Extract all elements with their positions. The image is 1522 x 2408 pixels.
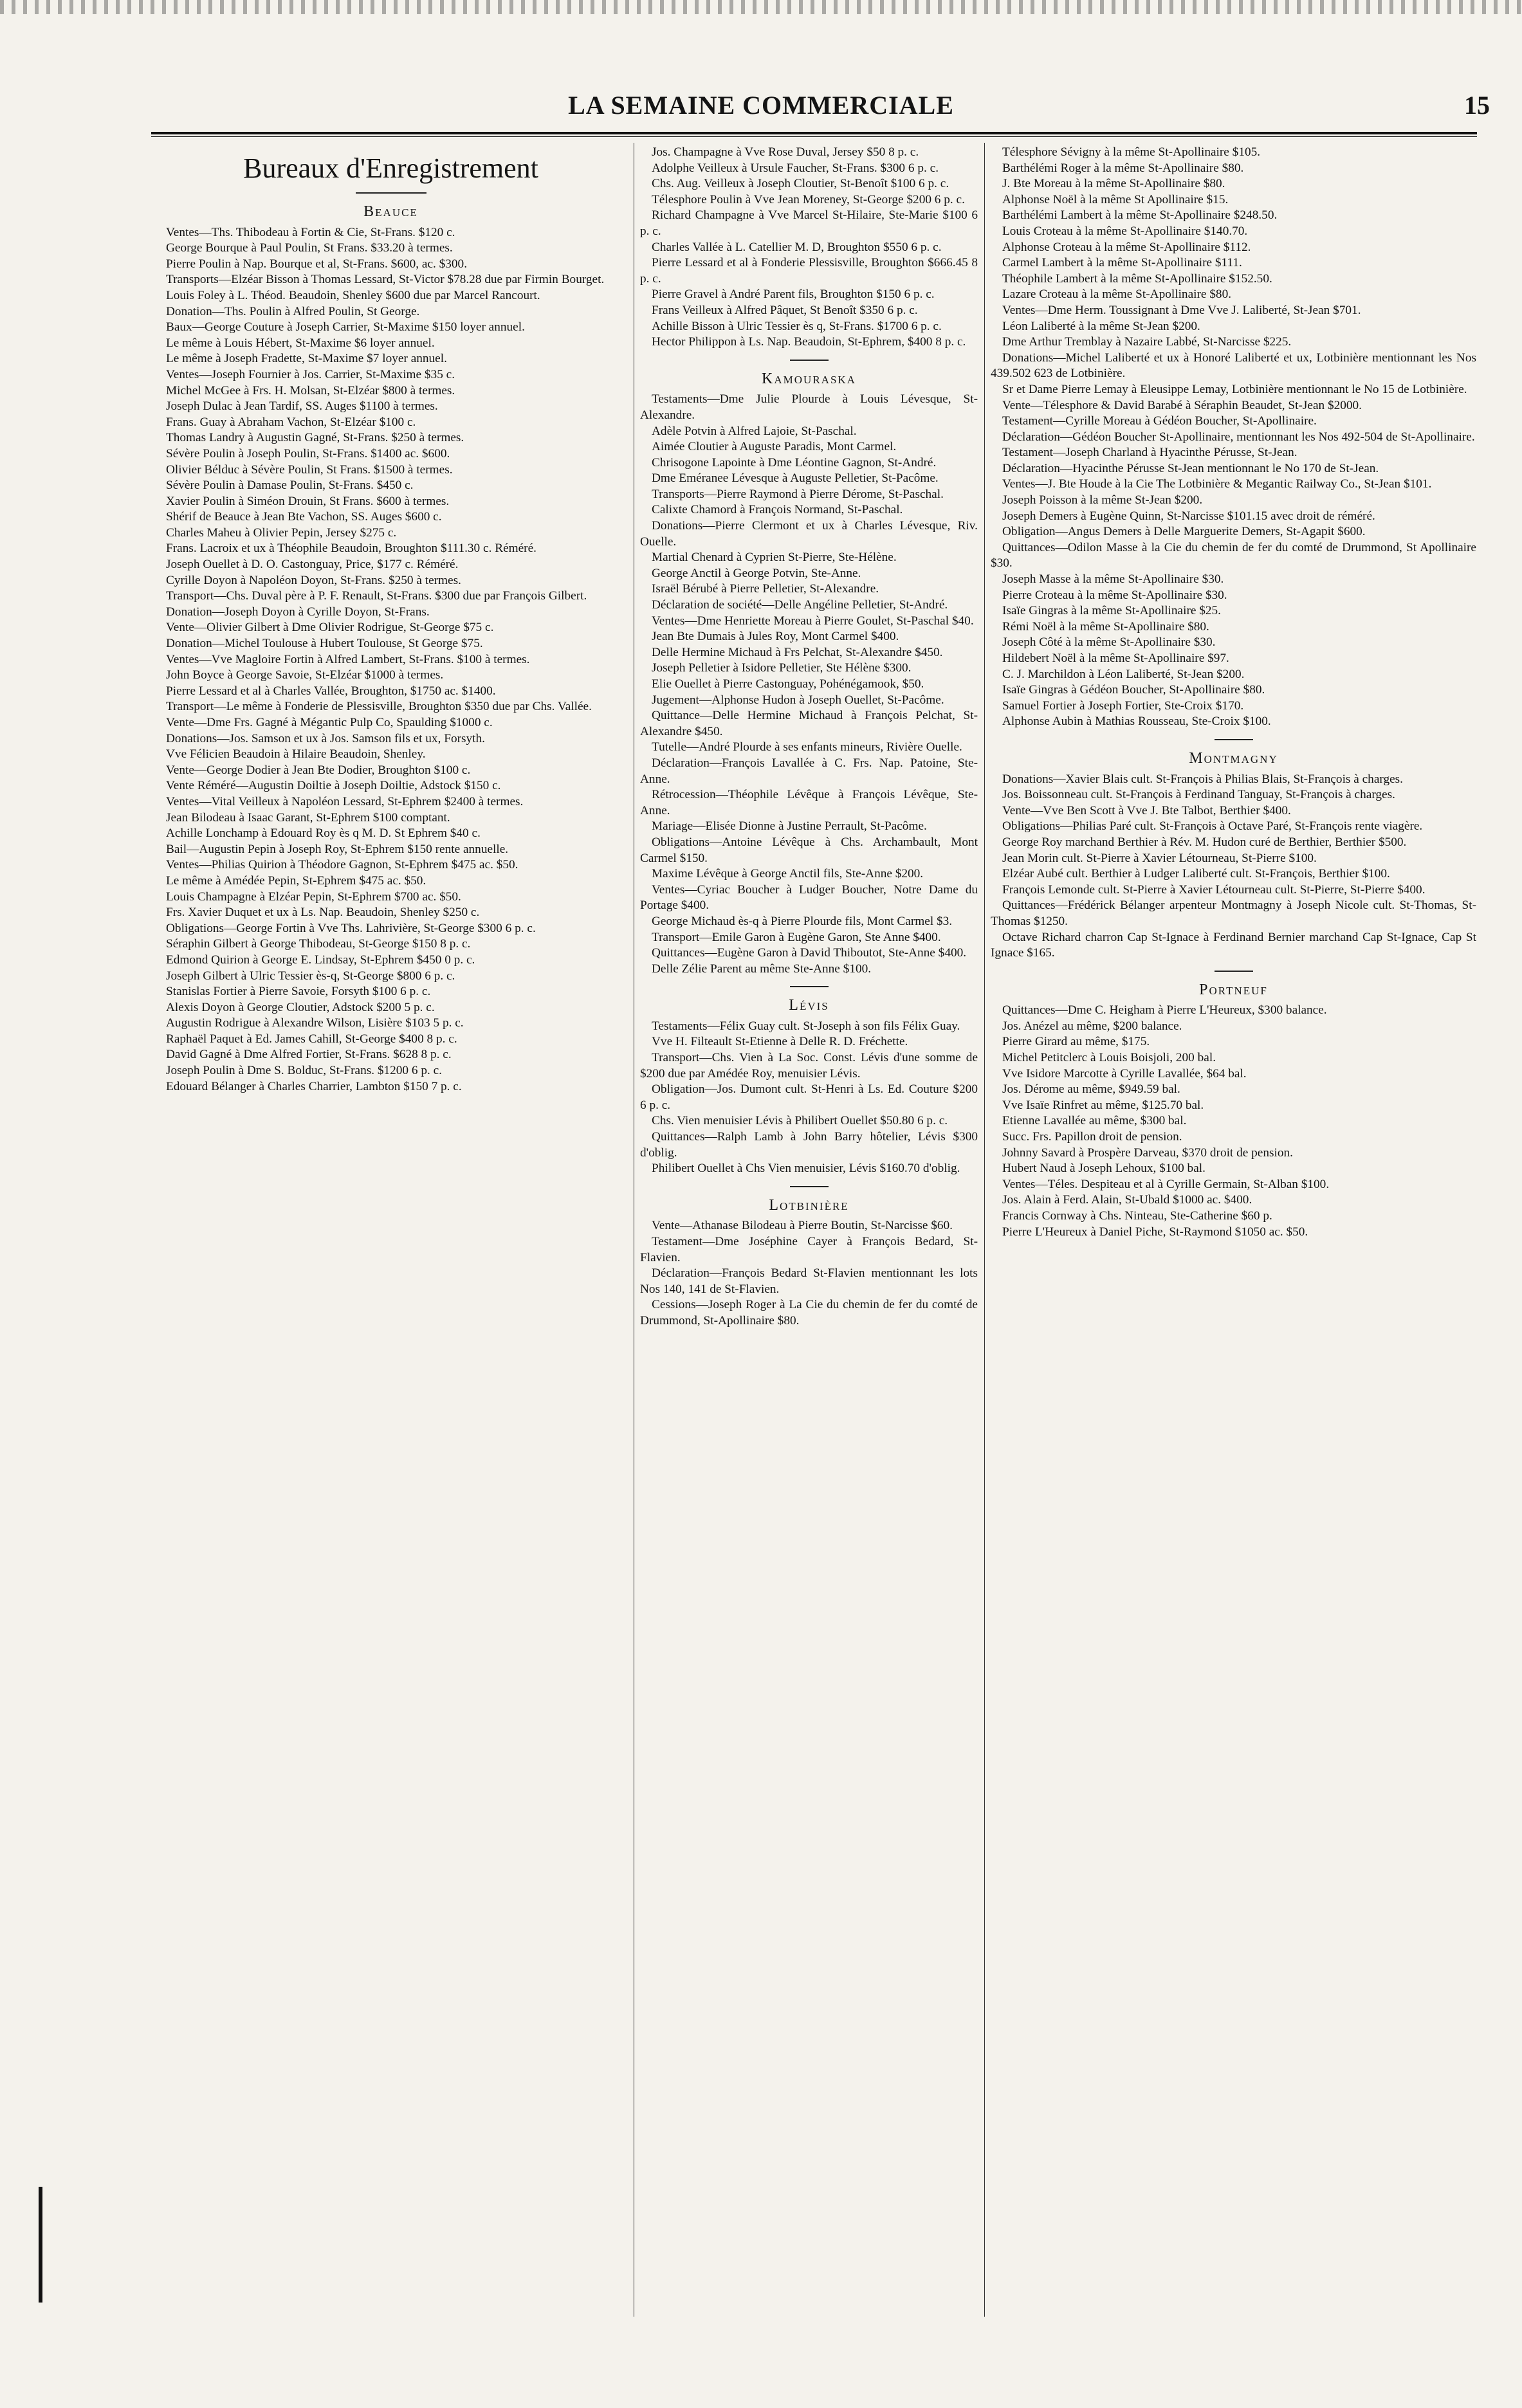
entries-kamouraska — [640, 392, 978, 977]
registry-entry: George Bourque à Paul Poulin, St Frans. $33.20 à termes. — [166, 241, 453, 255]
registry-entry: Joseph Pelletier à Isidore Pelletier, Ste Hélène $300. — [652, 661, 912, 675]
registry-entry: Ventes—Joseph Fournier à Jos. Carrier, St-Maxime $35 c. — [166, 367, 455, 381]
registry-entry: Joseph Poulin à Dme S. Bolduc, St-Frans. $1200 6 p. c. — [166, 1064, 442, 1078]
registry-entry: Déclaration—Gédéon Boucher St-Apollinaire, mentionnant les Nos 492-504 de St-Apollinaire. — [1002, 430, 1475, 444]
registry-entry: Vve H. Filteault St-Etienne à Delle R. D. Fréchette. — [652, 1035, 908, 1049]
section-heading-portneuf: Portneuf — [1199, 981, 1268, 998]
section-heading-beauce: Beauce — [363, 203, 418, 220]
page-number: 15 — [1464, 91, 1490, 120]
registry-entry: Vente—Dme Frs. Gagné à Mégantic Pulp Co, Spaulding $1000 c. — [166, 716, 493, 729]
registry-entry: Alphonse Noël à la même St Apollinaire $15. — [1002, 192, 1229, 206]
registry-entry: Cessions—Joseph Roger à La Cie du chemin de fer du comté de Drummond, St-Apollinaire $80. — [640, 1298, 978, 1327]
registry-entry: Donation—Michel Toulouse à Hubert Toulouse, St George $75. — [166, 637, 483, 651]
registry-entry: Pierre Lessard et al à Fonderie Plessisville, Broughton $666.45 8 p. c. — [640, 256, 978, 286]
registry-entry: Testament—Dme Joséphine Cayer à François Bedard, St-Flavien. — [640, 1235, 978, 1264]
registry-entry: Obligations—Antoine Lévêque à Chs. Archambault, Mont Carmel $150. — [640, 835, 978, 865]
registry-entry: Quittances—Dme C. Heigham à Pierre L'Heureux, $300 balance. — [1002, 1003, 1327, 1017]
registry-entry: Michel Petitclerc à Louis Boisjoli, 200 bal. — [1002, 1051, 1216, 1065]
registry-entry: Le même à Joseph Fradette, St-Maxime $7 loyer annuel. — [166, 352, 447, 366]
registry-entry: Ventes—J. Bte Houde à la Cie The Lotbinière & Megantic Railway Co., St-Jean $101. — [1002, 477, 1432, 491]
registry-entry: Testament—Joseph Charland à Hyacinthe Pérusse, St-Jean. — [1002, 446, 1297, 460]
registry-entry: Ventes—Ths. Thibodeau à Fortin & Cie, St-Frans. $120 c. — [166, 225, 455, 239]
registry-entry: Samuel Fortier à Joseph Fortier, Ste-Croix $170. — [1002, 698, 1244, 713]
registry-entry: Achille Lonchamp à Edouard Roy ès q M. D. St Ephrem $40 c. — [166, 826, 481, 841]
registry-entry: Donations—Pierre Clermont et ux à Charles Lévesque, Riv. Ouelle. — [640, 519, 978, 549]
registry-entry: Alphonse Aubin à Mathias Rousseau, Ste-Croix $100. — [1002, 715, 1271, 729]
registry-entry: Joseph Dulac à Jean Tardif, SS. Auges $1100 à termes. — [166, 399, 438, 414]
registry-entry: George Michaud ès-q à Pierre Plourde fils, Mont Carmel $3. — [652, 914, 953, 928]
entries-levis — [640, 1019, 978, 1177]
registry-entry: Dme Arthur Tremblay à Nazaire Labbé, St-Narcisse $225. — [1002, 335, 1292, 349]
column-1 — [154, 145, 627, 1095]
registry-entry: Rétrocession—Théophile Lévêque à François Lévêque, Ste-Anne. — [640, 788, 978, 817]
registry-entry: Edmond Quirion à George E. Lindsay, St-Ephrem $450 0 p. c. — [166, 953, 475, 967]
registry-entry: Delle Hermine Michaud à Frs Pelchat, St-Alexandre $450. — [652, 645, 943, 659]
registry-entry: Achille Bisson à Ulric Tessier ès q, St-Frans. $1700 6 p. c. — [652, 319, 942, 333]
registry-entry: Xavier Poulin à Siméon Drouin, St Frans. $600 à termes. — [166, 494, 450, 508]
registry-entry: Johnny Savard à Prospère Darveau, $370 droit de pension. — [1002, 1145, 1293, 1160]
registry-entry: Lazare Croteau à la même St-Apollinaire $80. — [1002, 287, 1232, 302]
registry-entry: Léon Laliberté à la même St-Jean $200. — [1002, 319, 1200, 333]
registry-entry: Pierre Croteau à la même St-Apollinaire $30. — [1002, 588, 1227, 602]
section-heading-kamouraska: Kamouraska — [762, 370, 856, 387]
registry-entry: Raphaël Paquet à Ed. James Cahill, St-George $400 8 p. c. — [166, 1032, 457, 1046]
registry-entry: Rémi Noël à la même St-Apollinaire $80. — [1002, 619, 1209, 634]
registry-entry: Adèle Potvin à Alfred Lajoie, St-Paschal. — [652, 424, 857, 438]
registry-entry: Quittances—Odilon Masse à la Cie du chemin de fer du comté de Drummond, St Apollinaire $30. — [991, 540, 1476, 570]
registry-entry: Frans Veilleux à Alfred Pâquet, St Benoît $350 6 p. c. — [652, 303, 918, 317]
registry-entry: Joseph Côté à la même St-Apollinaire $30. — [1002, 635, 1216, 650]
registry-entry: J. Bte Moreau à la même St-Apollinaire $80. — [1002, 177, 1225, 191]
registry-entry: Francis Cornway à Chs. Ninteau, Ste-Catherine $60 p. — [1002, 1209, 1272, 1223]
registry-entry: Donation—Joseph Doyon à Cyrille Doyon, St-Frans. — [166, 605, 430, 619]
entries-beauce-cont — [640, 145, 978, 351]
registry-entry: Augustin Rodrigue à Alexandre Wilson, Lisière $103 5 p. c. — [166, 1016, 464, 1030]
registry-entry: Joseph Ouellet à D. O. Castonguay, Price, $177 c. Réméré. — [166, 558, 459, 572]
registry-entry: Etienne Lavallée au même, $300 bal. — [1002, 1114, 1187, 1128]
registry-entry: Barthélémi Roger à la même St-Apollinaire $80. — [1002, 161, 1244, 175]
column-2 — [640, 145, 978, 1329]
registry-entry: Aimée Cloutier à Auguste Paradis, Mont Carmel. — [652, 440, 897, 454]
page-header — [0, 84, 1522, 129]
registry-entry: Charles Vallée à L. Catellier M. D, Broughton $550 6 p. c. — [652, 240, 942, 254]
header-rule — [151, 132, 1477, 134]
registry-entry: Cyrille Doyon à Napoléon Doyon, St-Frans. $250 à termes. — [166, 573, 461, 587]
registry-entry: Chs. Vien menuisier Lévis à Philibert Ouellet $50.80 6 p. c. — [652, 1114, 948, 1128]
registry-entry: Télesphore Poulin à Vve Jean Moreney, St-George $200 6 p. c. — [652, 192, 965, 206]
registry-entry: Pierre L'Heureux à Daniel Piche, St-Raymond $1050 ac. $50. — [1002, 1225, 1308, 1239]
registry-entry: Charles Maheu à Olivier Pepin, Jersey $275 c. — [166, 525, 397, 540]
registry-entry: Vve Isaïe Rinfret au même, $125.70 bal. — [1002, 1098, 1204, 1112]
registry-entry: Quittances—Frédérick Bélanger arpenteur Montmagny à Joseph Nicole cult. St-Thomas, St-Thomas $1250. — [991, 898, 1476, 928]
binding-edge-mark — [39, 2187, 42, 2303]
registry-entry: Jean Bilodeau à Isaac Garant, St-Ephrem $100 comptant. — [166, 810, 450, 825]
registry-entry: Obligation—Angus Demers à Delle Marguerite Demers, St-Agapit $600. — [1002, 525, 1366, 539]
registry-entry: Joseph Demers à Eugène Quinn, St-Narcisse $101.15 avec droit de réméré. — [1002, 509, 1375, 523]
registry-entry: Delle Zélie Parent au même Ste-Anne $100. — [652, 962, 872, 976]
registry-entry: Jugement—Alphonse Hudon à Joseph Ouellet, St-Pacôme. — [652, 693, 944, 707]
registry-entry: Ventes—Vve Magloire Fortin à Alfred Lambert, St-Frans. $100 à termes. — [166, 652, 530, 666]
section-dash — [1215, 739, 1253, 740]
registry-entry: Martial Chenard à Cyprien St-Pierre, Ste-Hélène. — [652, 551, 897, 565]
registry-entry: Shérif de Beauce à Jean Bte Vachon, SS. Auges $600 c. — [166, 510, 442, 524]
registry-entry: Obligation—Jos. Dumont cult. St-Henri à Ls. Ed. Couture $200 6 p. c. — [640, 1082, 978, 1112]
registry-entry: Frans. Guay à Abraham Vachon, St-Elzéar $100 c. — [166, 415, 416, 429]
registry-entry: Thomas Landry à Augustin Gagné, St-Frans. $250 à termes. — [166, 431, 464, 445]
registry-entry: Hubert Naud à Joseph Lehoux, $100 bal. — [1002, 1162, 1206, 1176]
column-divider — [984, 143, 985, 2317]
registry-entry: Le même à Amédée Pepin, St-Ephrem $475 ac. $50. — [166, 873, 426, 888]
registry-entry: Michel McGee à Frs. H. Molsan, St-Elzéar $800 à termes. — [166, 383, 455, 397]
section-dash — [1215, 971, 1253, 972]
registry-entry: Transport—Chs. Vien à La Soc. Const. Lévis d'une somme de $200 due par Amédée Roy, menuisier Lévis. — [640, 1051, 978, 1081]
publication-title: LA SEMAINE COMMERCIALE — [568, 91, 954, 120]
registry-entry: Obligations—George Fortin à Vve Ths. Lahrivière, St-George $300 6 p. c. — [166, 921, 536, 935]
registry-entry: Adolphe Veilleux à Ursule Faucher, St-Frans. $300 6 p. c. — [652, 161, 939, 175]
registry-entry: Joseph Gilbert à Ulric Tessier ès-q, St-George $800 6 p. c. — [166, 969, 455, 983]
registry-entry: Jos. Champagne à Vve Rose Duval, Jersey $50 8 p. c. — [652, 145, 919, 159]
registry-entry: Testaments—Dme Julie Plourde à Louis Lévesque, St-Alexandre. — [640, 392, 978, 422]
registry-entry: Ventes—Dme Henriette Moreau à Pierre Goulet, St-Paschal $40. — [652, 614, 974, 628]
registry-entry: Succ. Frs. Papillon droit de pension. — [1002, 1130, 1182, 1144]
registry-entry: Vente—George Dodier à Jean Bte Dodier, Broughton $100 c. — [166, 763, 471, 777]
registry-entry: Dme Eméranee Lévesque à Auguste Pelletier, St-Pacôme. — [652, 471, 939, 486]
registry-entry: Hildebert Noël à la même St-Apollinaire $97. — [1002, 652, 1229, 665]
registry-entry: Transport—Emile Garon à Eugène Garon, Ste Anne $400. — [652, 930, 941, 944]
registry-entry: Alphonse Croteau à la même St-Apollinaire $112. — [1002, 240, 1251, 254]
registry-entry: Alexis Doyon à George Cloutier, Adstock $200 5 p. c. — [166, 1000, 435, 1014]
registry-entry: Bail—Augustin Pepin à Joseph Roy, St-Ephrem $150 rente annuelle. — [166, 842, 509, 856]
registry-entry: C. J. Marchildon à Léon Laliberté, St-Jean $200. — [1002, 667, 1245, 681]
registry-entry: Théophile Lambert à la même St-Apollinaire $152.50. — [1002, 271, 1272, 286]
registry-entry: Donations—Jos. Samson et ux à Jos. Samson fils et ux, Forsyth. — [166, 731, 485, 745]
registry-entry: Testament—Cyrille Moreau à Gédéon Boucher, St-Apollinaire. — [1002, 414, 1317, 428]
registry-entry: Vente—Athanase Bilodeau à Pierre Boutin, St-Narcisse $60. — [652, 1219, 953, 1233]
registry-entry: Louis Champagne à Elzéar Pepin, St-Ephrem $700 ac. $50. — [166, 889, 461, 904]
registry-entry: Déclaration de société—Delle Angéline Pelletier, St-André. — [652, 598, 948, 612]
registry-entry: Ventes—Vital Veilleux à Napoléon Lessard, St-Ephrem $2400 à termes. — [166, 794, 524, 808]
registry-entry: Sévère Poulin à Joseph Poulin, St-Frans. $1400 ac. $600. — [166, 446, 450, 461]
section-dash — [790, 360, 829, 361]
registry-entry: Vente—Vve Ben Scott à Vve J. Bte Talbot, Berthier $400. — [1002, 803, 1291, 817]
registry-entry: Barthélémi Lambert à la même St-Apollinaire $248.50. — [1002, 208, 1278, 223]
entries-lotbiniere-cont — [991, 145, 1476, 730]
registry-entry: Vente—Télesphore & David Barabé à Séraphin Beaudet, St-Jean $2000. — [1002, 398, 1362, 412]
registry-entry: Déclaration—Hyacinthe Pérusse St-Jean mentionnant le No 170 de St-Jean. — [1002, 461, 1379, 475]
section-heading-montmagny: Montmagny — [1189, 749, 1278, 767]
header-rule-thin — [151, 136, 1477, 137]
registry-entry: Octave Richard charron Cap St-Ignace à Ferdinand Bernier marchand Cap St-Ignace, Cap St Ignace $165. — [991, 930, 1476, 960]
registry-entry: George Roy marchand Berthier à Rév. M. Hudon curé de Berthier, Berthier $500. — [1002, 835, 1407, 849]
registry-entry: Elzéar Aubé cult. Berthier à Ludger Laliberté cult. St-François, Berthier $100. — [1002, 867, 1390, 881]
registry-entry: Vve Isidore Marcotte à Cyrille Lavallée, $64 bal. — [1002, 1066, 1247, 1081]
column-3 — [991, 145, 1476, 1240]
registry-entry: Quittance—Delle Hermine Michaud à François Pelchat, St-Alexandre $450. — [640, 709, 978, 738]
registry-entry: Transports—Elzéar Bisson à Thomas Lessard, St-Victor $78.28 due par Firmin Bourget. — [166, 273, 605, 287]
registry-entry: George Anctil à George Potvin, Ste-Anne. — [652, 566, 861, 580]
registry-entry: Testaments—Félix Guay cult. St-Joseph à son fils Félix Guay. — [652, 1019, 960, 1033]
registry-entry: Isaïe Gingras à la même St-Apollinaire $25. — [1002, 604, 1222, 618]
registry-entry: Calixte Chamord à François Normand, St-Paschal. — [652, 503, 903, 517]
registry-entry: Chs. Aug. Veilleux à Joseph Cloutier, St-Benoît $100 6 p. c. — [652, 177, 949, 191]
registry-entry: Frs. Xavier Duquet et ux à Ls. Nap. Beaudoin, Shenley $250 c. — [166, 906, 480, 920]
registry-entry: Sévère Poulin à Damase Poulin, St-Frans. $450 c. — [166, 479, 414, 493]
registry-entry: Edouard Bélanger à Charles Charrier, Lambton $150 7 p. c. — [166, 1079, 462, 1093]
registry-entry: Obligations—Philias Paré cult. St-François à Octave Paré, St-François rente viagère. — [1002, 819, 1423, 834]
registry-entry: Elie Ouellet à Pierre Castonguay, Pohénégamook, $50. — [652, 677, 924, 691]
registry-entry: Transports—Pierre Raymond à Pierre Dérome, St-Paschal. — [652, 487, 944, 501]
registry-entry: David Gagné à Dme Alfred Fortier, St-Frans. $628 8 p. c. — [166, 1048, 452, 1062]
registry-entry: Maxime Lévêque à George Anctil fils, Ste-Anne $200. — [652, 867, 924, 881]
section-dash — [790, 986, 829, 987]
registry-entry: Pierre Gravel à André Parent fils, Broughton $150 6 p. c. — [652, 287, 935, 302]
registry-entry: Baux—George Couture à Joseph Carrier, St-Maxime $150 loyer annuel. — [166, 320, 525, 334]
entries-beauce — [154, 225, 627, 1095]
registry-entry: Quittances—Ralph Lamb à John Barry hôtelier, Lévis $300 d'oblig. — [640, 1130, 978, 1160]
scan-edge — [0, 0, 1522, 14]
registry-entry: Donations—Xavier Blais cult. St-François à Philias Blais, St-François à charges. — [1002, 772, 1403, 786]
heading-dash — [356, 192, 426, 194]
registry-entry: Ventes—Dme Herm. Toussignant à Dme Vve J. Laliberté, St-Jean $701. — [1002, 303, 1361, 317]
main-heading: Bureaux d'Enregistrement — [243, 152, 538, 184]
registry-entry: Jos. Boissonneau cult. St-François à Ferdinand Tanguay, St-François à charges. — [1002, 788, 1395, 802]
registry-entry: Pierre Lessard et al à Charles Vallée, Broughton, $1750 ac. $1400. — [166, 684, 496, 698]
entries-lotbiniere — [640, 1218, 978, 1329]
registry-entry: Sr et Dame Pierre Lemay à Eleusippe Lemay, Lotbinière mentionnant le No 15 de Lotbinière. — [1002, 382, 1467, 396]
entries-montmagny — [991, 772, 1476, 962]
registry-entry: Ventes—Téles. Despiteau et al à Cyrille Germain, St-Alban $100. — [1002, 1177, 1330, 1191]
registry-entry: Joseph Poisson à la même St-Jean $200. — [1002, 493, 1203, 507]
registry-entry: Jean Morin cult. St-Pierre à Xavier Létourneau, St-Pierre $100. — [1002, 851, 1317, 865]
entries-portneuf — [991, 1003, 1476, 1240]
registry-entry: Vente—Olivier Gilbert à Dme Olivier Rodrigue, St-George $75 c. — [166, 621, 494, 635]
registry-entry: Le même à Louis Hébert, St-Maxime $6 loyer annuel. — [166, 336, 435, 350]
registry-entry: Frans. Lacroix et ux à Théophile Beaudoin, Broughton $111.30 c. Réméré. — [166, 542, 536, 556]
registry-entry: Jos. Alain à Ferd. Alain, St-Ubald $1000 ac. $400. — [1002, 1193, 1252, 1207]
registry-entry: Séraphin Gilbert à George Thibodeau, St-George $150 8 p. c. — [166, 937, 471, 951]
registry-entry: Louis Foley à L. Théod. Beaudoin, Shenley $600 due par Marcel Rancourt. — [166, 288, 540, 302]
registry-entry: Ventes—Philias Quirion à Théodore Gagnon, St-Ephrem $475 ac. $50. — [166, 858, 518, 872]
registry-entry: Quittances—Eugène Garon à David Thiboutot, Ste-Anne $400. — [652, 946, 967, 960]
registry-entry: Déclaration—François Bedard St-Flavien mentionnant les lots Nos 140, 141 de St-Flavien. — [640, 1266, 978, 1296]
section-heading-levis: Lévis — [789, 997, 829, 1014]
registry-entry: Pierre Poulin à Nap. Bourque et al, St-Frans. $600, ac. $300. — [166, 257, 468, 271]
registry-entry: Pierre Girard au même, $175. — [1002, 1035, 1150, 1049]
registry-entry: Philibert Ouellet à Chs Vien menuisier, Lévis $160.70 d'oblig. — [652, 1162, 960, 1176]
registry-entry: Transport—Le même à Fonderie de Plessisville, Broughton $350 due par Chs. Vallée. — [166, 700, 592, 714]
registry-entry: Jos. Anézel au même, $200 balance. — [1002, 1019, 1182, 1033]
registry-entry: Donations—Michel Laliberté et ux à Honoré Laliberté et ux, Lotbinière mentionnant les Nos 439.502 623 de Lotbinière. — [991, 351, 1476, 381]
registry-entry: Richard Champagne à Vve Marcel St-Hilaire, Ste-Marie $100 6 p. c. — [640, 208, 978, 238]
registry-entry: Isaïe Gingras à Gédéon Boucher, St-Apollinaire $80. — [1002, 683, 1265, 697]
registry-entry: Carmel Lambert à la même St-Apollinaire $111. — [1002, 256, 1242, 270]
registry-entry: Chrisogone Lapointe à Dme Léontine Gagnon, St-André. — [652, 455, 937, 470]
registry-entry: Jos. Dérome au même, $949.59 bal. — [1002, 1082, 1180, 1097]
registry-entry: Hector Philippon à Ls. Nap. Beaudoin, St-Ephrem, $400 8 p. c. — [652, 335, 966, 349]
registry-entry: Olivier Bélduc à Sévère Poulin, St Frans. $1500 à termes. — [166, 462, 453, 477]
registry-entry: Stanislas Fortier à Pierre Savoie, Forsyth $100 6 p. c. — [166, 985, 431, 999]
registry-entry: Israël Bérubé à Pierre Pelletier, St-Alexandre. — [652, 582, 879, 596]
registry-entry: Vve Félicien Beaudoin à Hilaire Beaudoin, Shenley. — [166, 747, 426, 762]
registry-entry: Joseph Masse à la même St-Apollinaire $30. — [1002, 572, 1224, 587]
registry-entry: Vente Réméré—Augustin Doiltie à Joseph Doiltie, Adstock $150 c. — [166, 779, 501, 793]
registry-entry: Tutelle—André Plourde à ses enfants mineurs, Rivière Ouelle. — [652, 740, 962, 754]
registry-entry: Télesphore Sévigny à la même St-Apollinaire $105. — [1002, 145, 1261, 159]
registry-entry: Mariage—Elisée Dionne à Justine Perrault, St-Pacôme. — [652, 819, 927, 834]
registry-entry: Louis Croteau à la même St-Apollinaire $140.70. — [1002, 224, 1248, 238]
section-dash — [790, 1186, 829, 1187]
registry-entry: Jean Bte Dumais à Jules Roy, Mont Carmel $400. — [652, 630, 899, 644]
registry-entry: Ventes—Cyriac Boucher à Ludger Boucher, Notre Dame du Portage $400. — [640, 882, 978, 913]
registry-entry: Donation—Ths. Poulin à Alfred Poulin, St George. — [166, 304, 420, 318]
section-heading-lotbiniere: Lotbinière — [769, 1196, 849, 1214]
registry-entry: François Lemonde cult. St-Pierre à Xavier Létourneau cult. St-Pierre, St-Pierre $400. — [1002, 882, 1426, 897]
registry-entry: Déclaration—François Lavallée à C. Frs. Nap. Patoine, Ste-Anne. — [640, 756, 978, 786]
registry-entry: John Boyce à George Savoie, St-Elzéar $1000 à termes. — [166, 668, 444, 682]
registry-entry: Transport—Chs. Duval père à P. F. Renault, St-Frans. $300 due par François Gilbert. — [166, 589, 587, 603]
